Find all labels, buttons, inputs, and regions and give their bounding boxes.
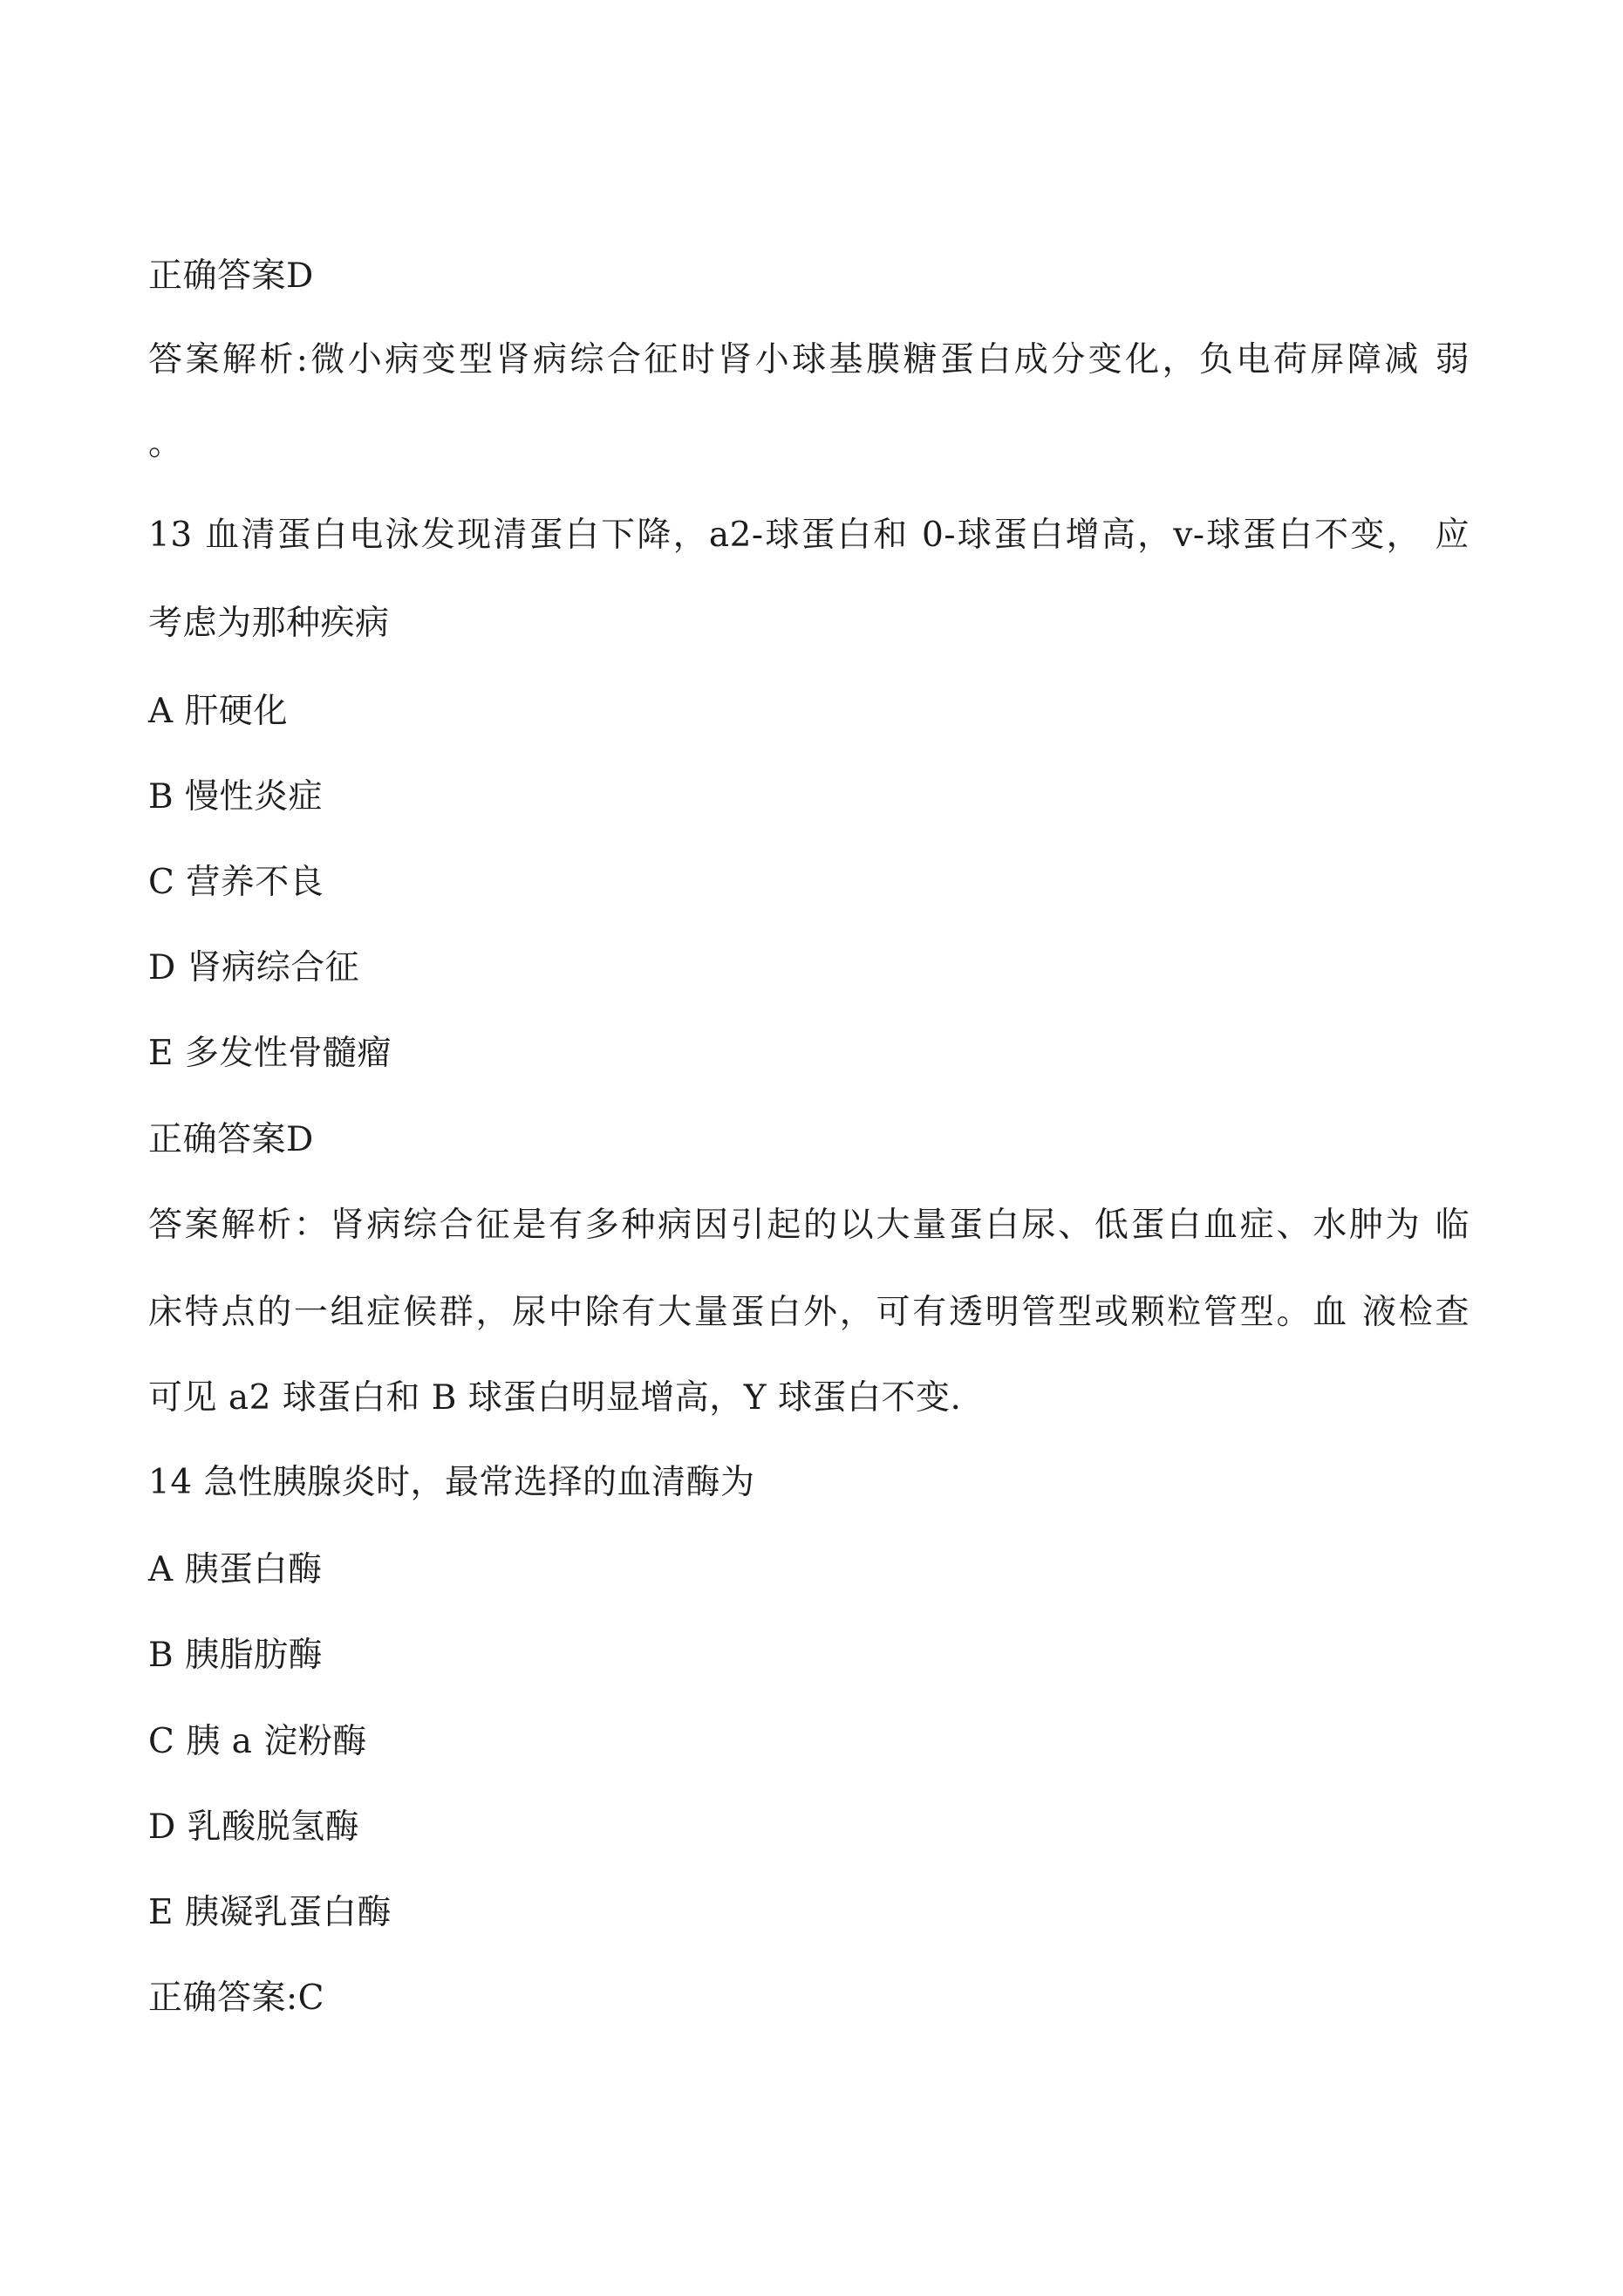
answer-line: 正确答案D bbox=[148, 256, 314, 296]
option-a: A 胰蛋白酶 bbox=[148, 1550, 323, 1589]
option-e: E 胰凝乳蛋白酶 bbox=[148, 1893, 392, 1932]
question-stem: 14 急性胰腺炎时，最常选择的血清酶为 bbox=[148, 1463, 755, 1502]
question-stem: 13 血清蛋白电泳发现清蛋白下降，a2-球蛋白和 0-球蛋白增高，v-球蛋白不变， 应 bbox=[148, 516, 1470, 555]
option-a: A 肝硬化 bbox=[148, 692, 289, 731]
option-e: E 多发性骨髓瘤 bbox=[148, 1034, 392, 1073]
question-stem: 考虑为那种疾病 bbox=[148, 604, 390, 643]
explanation-line: 可见 a2 球蛋白和 B 球蛋白明显增高，Y 球蛋白不变. bbox=[148, 1378, 962, 1418]
explanation-line: 答案解析：肾病综合征是有多种病因引起的以大量蛋白尿、低蛋白血症、水肿为 临 bbox=[148, 1206, 1470, 1245]
option-d: D 乳酸脱氢酶 bbox=[148, 1807, 360, 1847]
option-c: C 胰 a 淀粉酶 bbox=[148, 1722, 367, 1761]
answer-line: 正确答案D bbox=[148, 1120, 314, 1159]
answer-line: 正确答案:C bbox=[148, 1978, 324, 2018]
option-c: C 营养不良 bbox=[148, 863, 324, 902]
explanation-line: 床特点的一组症候群，尿中除有大量蛋白外，可有透明管型或颗粒管型。血 液检查 bbox=[148, 1293, 1470, 1332]
explanation-line: 答案解析:微小病变型肾病综合征时肾小球基膜糖蛋白成分变化，负电荷屏障减 弱 bbox=[148, 340, 1470, 379]
option-d: D 肾病综合征 bbox=[148, 948, 360, 987]
option-b: B 胰脂肪酶 bbox=[148, 1636, 324, 1675]
explanation-line: 。 bbox=[148, 424, 183, 463]
option-b: B 慢性炎症 bbox=[148, 777, 324, 817]
